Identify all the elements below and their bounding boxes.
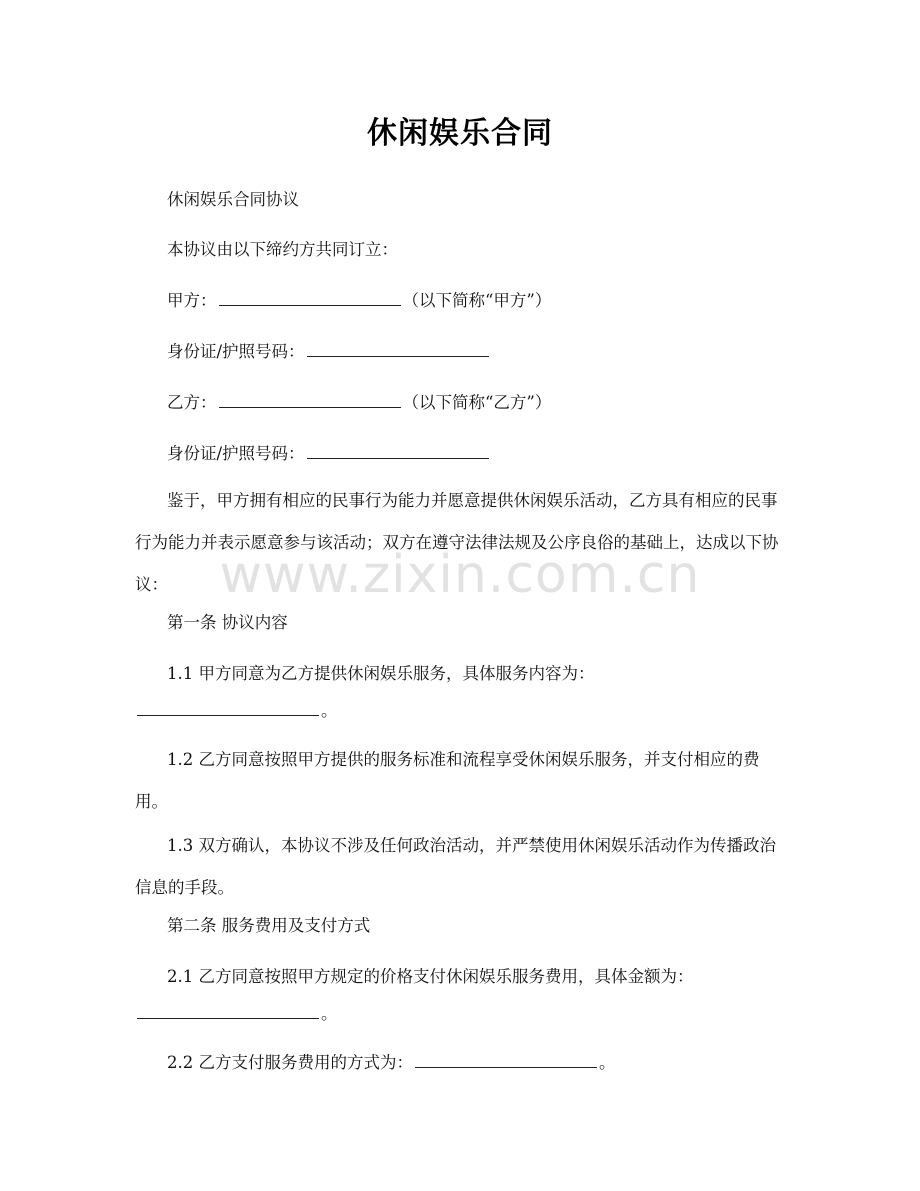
clause-2-1-blank-line bbox=[135, 993, 790, 1035]
clause-2-1: 2.1 乙方同意按照甲方规定的价格支付休闲娱乐服务费用，具体金额为： bbox=[167, 967, 694, 986]
party-b-blank bbox=[219, 389, 401, 408]
clause-2-2-line bbox=[135, 1042, 790, 1084]
clause-1-1-blank-line bbox=[135, 690, 790, 732]
party-b-id-line bbox=[135, 433, 790, 475]
subtitle: 休闲娱乐合同协议 bbox=[167, 190, 299, 209]
recital-paragraph: 鉴于，甲方拥有相应的民事行为能力并愿意提供休闲娱乐活动，乙方具有相应的民事行为能力并表示愿意参与该活动；双方在遵守法律法规及公序良俗的基础上，达成以下协议： bbox=[135, 491, 779, 594]
party-a-label: 甲方： bbox=[167, 291, 217, 310]
clause-2-1-blank bbox=[137, 1000, 319, 1019]
party-b-suffix: （以下简称“乙方”） bbox=[402, 393, 552, 412]
party-a-id-label: 身份证/护照号码： bbox=[167, 342, 305, 361]
document-title: 休闲娱乐合同 bbox=[367, 116, 553, 151]
clause-2-1-end: 。 bbox=[321, 1004, 338, 1023]
clause-1-1: 1.1 甲方同意为乙方提供休闲娱乐服务，具体服务内容为： bbox=[167, 664, 595, 683]
party-b-id-blank bbox=[307, 440, 489, 459]
party-b-label: 乙方： bbox=[167, 393, 217, 412]
party-a-id-blank bbox=[307, 338, 489, 357]
clause-2-2-blank bbox=[415, 1049, 597, 1068]
article-1-heading: 第一条 协议内容 bbox=[167, 613, 288, 632]
clause-1-3: 1.3 双方确认，本协议不涉及任何政治活动，并严禁使用休闲娱乐活动作为传播政治信息的手段。 bbox=[135, 836, 776, 897]
party-b-id-label: 身份证/护照号码： bbox=[167, 444, 305, 463]
party-a-blank bbox=[219, 287, 401, 306]
party-a-id-line bbox=[135, 331, 790, 373]
clause-1-1-end: 。 bbox=[321, 701, 338, 720]
article-2-heading: 第二条 服务费用及支付方式 bbox=[167, 916, 371, 935]
party-a-line bbox=[135, 280, 790, 322]
party-b-line bbox=[135, 382, 790, 424]
clause-1-2: 1.2 乙方同意按照甲方提供的服务标准和流程享受休闲娱乐服务，并支付相应的费用。 bbox=[135, 750, 760, 811]
party-a-suffix: （以下简称“甲方”） bbox=[402, 291, 552, 310]
clause-2-2-end: 。 bbox=[599, 1053, 616, 1072]
intro-text: 本协议由以下缔约方共同订立： bbox=[167, 240, 398, 259]
watermark: www.zixin.com.cn bbox=[219, 545, 701, 605]
clause-2-2: 2.2 乙方支付服务费用的方式为： bbox=[167, 1053, 413, 1072]
clause-1-1-blank bbox=[137, 697, 319, 716]
